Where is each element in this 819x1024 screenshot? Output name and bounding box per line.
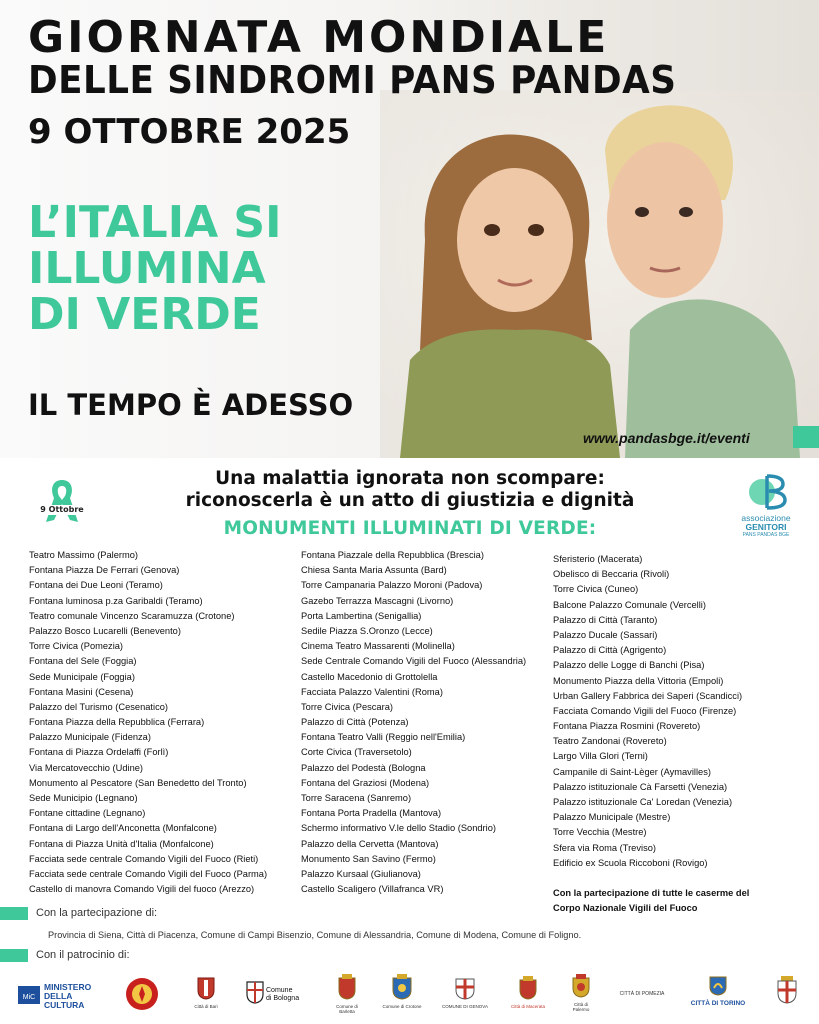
monument-item: Facciata sede centrale Comando Vigili del Fuoco (Parma) (29, 868, 268, 879)
comune-di-bologna-logo (246, 972, 300, 1016)
monument-item: Torre Civica (Pescara) (301, 701, 393, 712)
monument-item: Fontana Piazza della Repubblica (Ferrara) (29, 717, 205, 728)
main-title-line1: GIORNATA MONDIALE (28, 12, 610, 63)
citta-di-bari-caption: Città di Bari (194, 1004, 218, 1009)
association-logo-line3: PANS PANDAS BGE (742, 532, 790, 538)
monument-item: Monumento Piazza della Vittoria (Empoli) (553, 675, 724, 686)
monument-item: Monumento al Pescatore (San Benedetto del Tronto) (29, 777, 247, 788)
comune-di-crotone-logo (382, 972, 422, 1016)
monument-item: Largo Villa Glori (Terni) (553, 751, 648, 762)
bologna-text1: Comune (266, 987, 293, 994)
monument-item: Monumento San Savino (Fermo) (301, 853, 436, 864)
participation-accent-bar (0, 907, 28, 920)
main-title-line2: DELLE SINDROMI PANS PANDAS (28, 58, 677, 102)
vigili-del-fuoco-logo (124, 972, 160, 1016)
monuments-title: MONUMENTI ILLUMINATI DI VERDE: (223, 518, 597, 539)
monument-item: Fontana del Sele (Foggia) (29, 656, 137, 667)
torino-caption: CITTÀ DI TORINO (690, 1000, 746, 1007)
participation-label: Con la partecipazione di: (36, 907, 158, 919)
patronage-logos (18, 972, 808, 1016)
monument-item: Palazzo Municipale (Fidenza) (29, 732, 151, 743)
firefighters-note-line1: Con la partecipazione di tutte le caserme del (553, 888, 750, 898)
children-photo (380, 90, 819, 458)
monuments-column-2 (301, 548, 526, 897)
participation-list: Provincia di Siena, Città di Piacenza, Comune di Campi Bisenzio, Comune di Alessandria, Comune di Modena, Comune di Foligno. (48, 930, 582, 940)
monument-item: Palazzo Ducale (Sassari) (553, 629, 658, 640)
monument-item: Edificio ex Scuola Riccoboni (Rovigo) (553, 857, 708, 868)
monument-item: Palazzo di Città (Potenza) (301, 717, 409, 728)
slogan: IL TEMPO È ADESSO (28, 388, 354, 422)
monument-item: Torre Vecchia (Mestre) (553, 827, 647, 838)
firefighters-note-line2: Corpo Nazionale Vigili del Fuoco (553, 903, 698, 913)
monument-item: Schermo informativo V.le dello Stadio (Sondrio) (301, 823, 496, 834)
monuments-column-3 (553, 552, 742, 871)
message-line2: riconoscerla è un atto di giustizia e dignità (185, 490, 635, 511)
monument-item: Fontana Teatro Valli (Reggio nell'Emilia) (301, 732, 466, 743)
monument-item: Palazzo delle Logge di Banchi (Pisa) (553, 660, 705, 671)
comune-di-barletta-logo (328, 972, 366, 1016)
monument-item: Fontana di Largo dell'Anconetta (Monfalcone) (29, 823, 217, 834)
bologna-text2: di Bologna (266, 995, 300, 1002)
association-logo-line1: associazione (741, 513, 791, 523)
hero-banner (0, 0, 819, 458)
monument-item: Cinema Teatro Massarenti (Molinella) (301, 641, 455, 652)
monument-item: Facciata sede centrale Comando Vigili del Fuoco (Rieti) (29, 853, 259, 864)
monument-item: Sede Municipio (Legnano) (29, 793, 138, 803)
monument-item: Castello di manovra Comando Vigili del fuoco (Arezzo) (29, 884, 255, 895)
association-logo (733, 472, 799, 540)
ministero-text3: CULTURA (44, 1000, 85, 1010)
citta-di-palermo-logo (566, 972, 596, 1016)
monument-item: Palazzo Bosco Lucarelli (Benevento) (29, 625, 181, 636)
green-headline (28, 197, 348, 340)
monument-item: Torre Campanaria Palazzo Moroni (Padova) (301, 580, 483, 591)
patronage-accent-bar (0, 949, 28, 962)
crotone-caption: Comune di Crotone (382, 1004, 422, 1009)
monument-item: Fontana Piazza Rosmini (Rovereto) (553, 721, 701, 732)
event-date: 9 OTTOBRE 2025 (28, 112, 351, 152)
monument-item: Fontana del Graziosi (Modena) (301, 777, 430, 788)
monument-item: Fontana Porta Pradella (Mantova) (301, 808, 442, 819)
green-headline-line2: ILLUMINA (28, 243, 266, 294)
monument-item: Via Mercatovecchio (Udine) (29, 762, 144, 773)
monument-item: Torre Saracena (Sanremo) (301, 793, 412, 803)
monument-item: Balcone Palazzo Comunale (Vercelli) (553, 599, 706, 610)
citta-di-torino-logo (688, 972, 748, 1016)
monument-item: Fontana di Piazza Unità d'Italia (Monfalcone) (29, 838, 214, 849)
pomezia-caption: CITTÀ DI POMEZIA (619, 991, 665, 997)
monument-item: Facciata Comando Vigili del Fuoco (Firenze) (553, 705, 737, 716)
monument-item: Castello Scaligero (Villafranca VR) (301, 884, 444, 895)
monument-item: Fontane cittadine (Legnano) (29, 808, 146, 819)
monument-item: Palazzo del Turismo (Cesenatico) (29, 701, 168, 712)
message-line1: Una malattia ignorata non scompare: (215, 468, 605, 489)
green-awareness-ribbon-icon (36, 476, 88, 524)
monument-item: Palazzo istituzionale Ca' Loredan (Venezia) (553, 797, 733, 807)
ministero-text2: DELLA (44, 991, 73, 1001)
monument-item: Palazzo istituzionale Cà Farsetti (Venezia) (553, 781, 728, 792)
ministero-text1: MINISTERO (44, 982, 92, 992)
monument-item: Torre Civica (Pomezia) (29, 641, 124, 652)
citta-di-macerata-logo (506, 972, 550, 1016)
comune-di-genova-logo (442, 972, 488, 1016)
barletta-caption: Comune di Barletta (336, 1004, 358, 1014)
ribbon-date-label: 9 Ottobre (34, 505, 90, 515)
monument-item: Palazzo di Città (Taranto) (553, 614, 658, 625)
monument-item: Sede Municipale (Foggia) (29, 671, 135, 682)
monument-item: Teatro Massimo (Palermo) (29, 550, 139, 560)
website-link[interactable]: www.pandasbge.it/eventi (583, 430, 750, 446)
patronage-label: Con il patrocinio di: (36, 949, 130, 961)
monument-item: Urban Gallery Fabbrica dei Saperi (Scandicci) (553, 690, 743, 701)
monument-item: Sferisterio (Macerata) (553, 554, 643, 564)
monument-item: Campanile di Saint-Lèger (Aymavilles) (553, 766, 711, 777)
association-logo-line2: GENITORI (745, 522, 787, 532)
monument-item: Obelisco di Beccaria (Rivoli) (553, 569, 670, 580)
comune-di-padova-logo (774, 972, 800, 1016)
monument-item: Fontana Masini (Cesena) (29, 686, 134, 697)
monument-item: Palazzo del Podestà (Bologna (301, 762, 426, 773)
monument-item: Palazzo della Cervetta (Mantova) (301, 838, 439, 849)
citta-di-bari-logo (188, 972, 224, 1016)
association-b-icon (747, 472, 787, 512)
ministero-cultura-logo (18, 972, 102, 1016)
monument-item: Fontana Piazzale della Repubblica (Brescia) (301, 550, 484, 560)
monument-item: Facciata Palazzo Valentini (Roma) (301, 686, 443, 697)
monument-item: Fontana di Piazza Ordelaffi (Forlì) (29, 747, 169, 758)
monument-item: Porta Lambertina (Senigallia) (301, 610, 422, 621)
genova-caption: COMUNE DI GENOVA (442, 1004, 488, 1009)
monument-item: Teatro comunale Vincenzo Scaramuzza (Crotone) (29, 610, 235, 621)
website-accent-bar (793, 426, 819, 448)
monument-item: Sede Centrale Comando Vigili del Fuoco (Alessandria) (301, 656, 527, 667)
macerata-caption: Città di Macerata (510, 1004, 545, 1009)
monument-item: Castello Macedonio di Grottolella (301, 671, 438, 682)
green-headline-line3: DI VERDE (28, 289, 261, 340)
citta-di-pomezia-logo (616, 972, 668, 1016)
monuments-column-1 (29, 548, 267, 897)
monument-item: Fontana dei Due Leoni (Teramo) (29, 580, 163, 591)
palermo-caption: Città di Palermo (572, 1002, 590, 1012)
monument-item: Sedile Piazza S.Oronzo (Lecce) (301, 625, 433, 636)
monument-item: Torre Civica (Cuneo) (553, 584, 639, 595)
message (150, 468, 670, 512)
monument-item: Teatro Zandonai (Rovereto) (553, 736, 667, 747)
monument-item: Palazzo Kursaal (Giulianova) (301, 868, 421, 879)
monument-item: Sfera via Roma (Treviso) (553, 842, 656, 853)
monument-item: Palazzo di Città (Agrigento) (553, 645, 667, 656)
monument-item: Fontana luminosa p.za Garibaldi (Teramo) (29, 595, 203, 606)
monument-item: Palazzo Municipale (Mestre) (553, 812, 671, 823)
ministero-prefix: MiC (22, 994, 36, 1001)
green-headline-line1: L’ITALIA SI (28, 197, 282, 248)
firefighters-note (553, 886, 803, 916)
monument-item: Chiesa Santa Maria Assunta (Bard) (301, 565, 447, 576)
monument-item: Fontana Piazza De Ferrari (Genova) (29, 565, 180, 576)
monument-item: Corte Civica (Traversetolo) (301, 747, 412, 758)
monument-item: Gazebo Terrazza Mascagni (Livorno) (301, 595, 454, 606)
